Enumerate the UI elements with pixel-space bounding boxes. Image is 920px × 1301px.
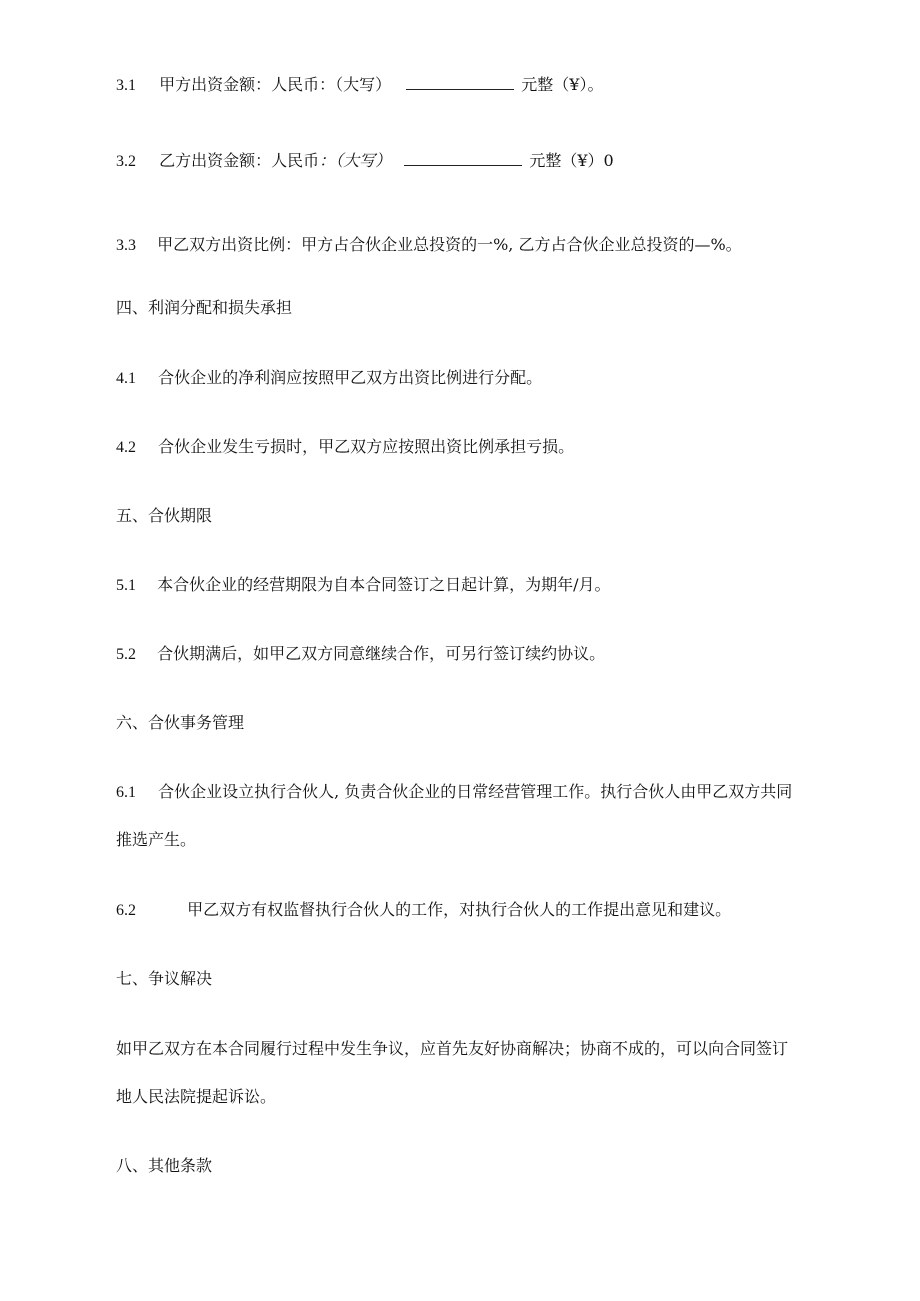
amount-blank bbox=[406, 75, 514, 90]
clause-suffix: 元整（¥）。 bbox=[521, 75, 604, 94]
clause-number: 5.1 bbox=[116, 577, 136, 594]
clause-text: 合伙企业发生亏损时，甲乙双方应按照出资比例承担亏损。 bbox=[158, 437, 575, 456]
clause-label: 甲方出资金额：人民币：（大写） bbox=[159, 75, 392, 94]
section-heading-7: 七、争议解决 bbox=[116, 969, 213, 988]
clause-6-2 bbox=[116, 900, 731, 921]
clause-number: 5.2 bbox=[116, 646, 136, 663]
clause-number: 6.2 bbox=[116, 902, 136, 919]
clause-text: 甲乙双方有权监督执行合伙人的工作，对执行合伙人的工作提出意见和建议。 bbox=[187, 900, 732, 919]
clause-text: 合伙期满后，如甲乙双方同意继续合作，可另行签订续约协议。 bbox=[157, 644, 606, 663]
clause-3-2 bbox=[116, 151, 614, 172]
section-heading-8: 八、其他条款 bbox=[116, 1156, 213, 1175]
clause-3-3 bbox=[116, 235, 742, 256]
clause-number: 3.2 bbox=[116, 153, 136, 170]
clause-6-1-continuation: 推选产生。 bbox=[116, 830, 197, 849]
clause-number: 3.3 bbox=[116, 237, 136, 254]
clause-suffix: 元整（¥）0 bbox=[529, 151, 614, 170]
clause-5-1 bbox=[116, 575, 611, 596]
clause-label: 乙方出资金额：人民币 bbox=[159, 151, 320, 170]
clause-4-2 bbox=[116, 437, 574, 458]
clause-text: 合伙企业的净利润应按照甲乙双方出资比例进行分配。 bbox=[158, 368, 543, 387]
clause-3-1 bbox=[116, 75, 603, 96]
clause-5-2 bbox=[116, 644, 605, 665]
clause-number: 6.1 bbox=[116, 784, 136, 801]
section-heading-5: 五、合伙期限 bbox=[116, 506, 213, 525]
section-7-paragraph-line-1: 如甲乙双方在本合同履行过程中发生争议，应首先友好协商解决；协商不成的，可以向合同签订 bbox=[116, 1039, 789, 1058]
clause-text: 甲乙双方出资比例：甲方占合伙企业总投资的一%, 乙方占合伙企业总投资的—%。 bbox=[157, 235, 742, 254]
clause-number: 3.1 bbox=[116, 77, 136, 94]
clause-6-1 bbox=[116, 782, 792, 803]
clause-number: 4.2 bbox=[116, 439, 136, 456]
section-7-paragraph-line-2: 地人民法院提起诉讼。 bbox=[116, 1087, 277, 1106]
clause-4-1 bbox=[116, 368, 542, 389]
clause-number: 4.1 bbox=[116, 370, 136, 387]
clause-text-line-1: 合伙企业设立执行合伙人, 负责合伙企业的日常经营管理工作。执行合伙人由甲乙双方共同 bbox=[158, 782, 793, 801]
section-heading-4: 四、利润分配和损失承担 bbox=[116, 298, 293, 317]
amount-blank bbox=[404, 151, 522, 166]
section-heading-6: 六、合伙事务管理 bbox=[116, 713, 245, 732]
clause-text: 本合伙企业的经营期限为自本合同签订之日起计算，为期年/月。 bbox=[157, 575, 611, 594]
clause-label-italic: ：（大写） bbox=[319, 151, 392, 170]
